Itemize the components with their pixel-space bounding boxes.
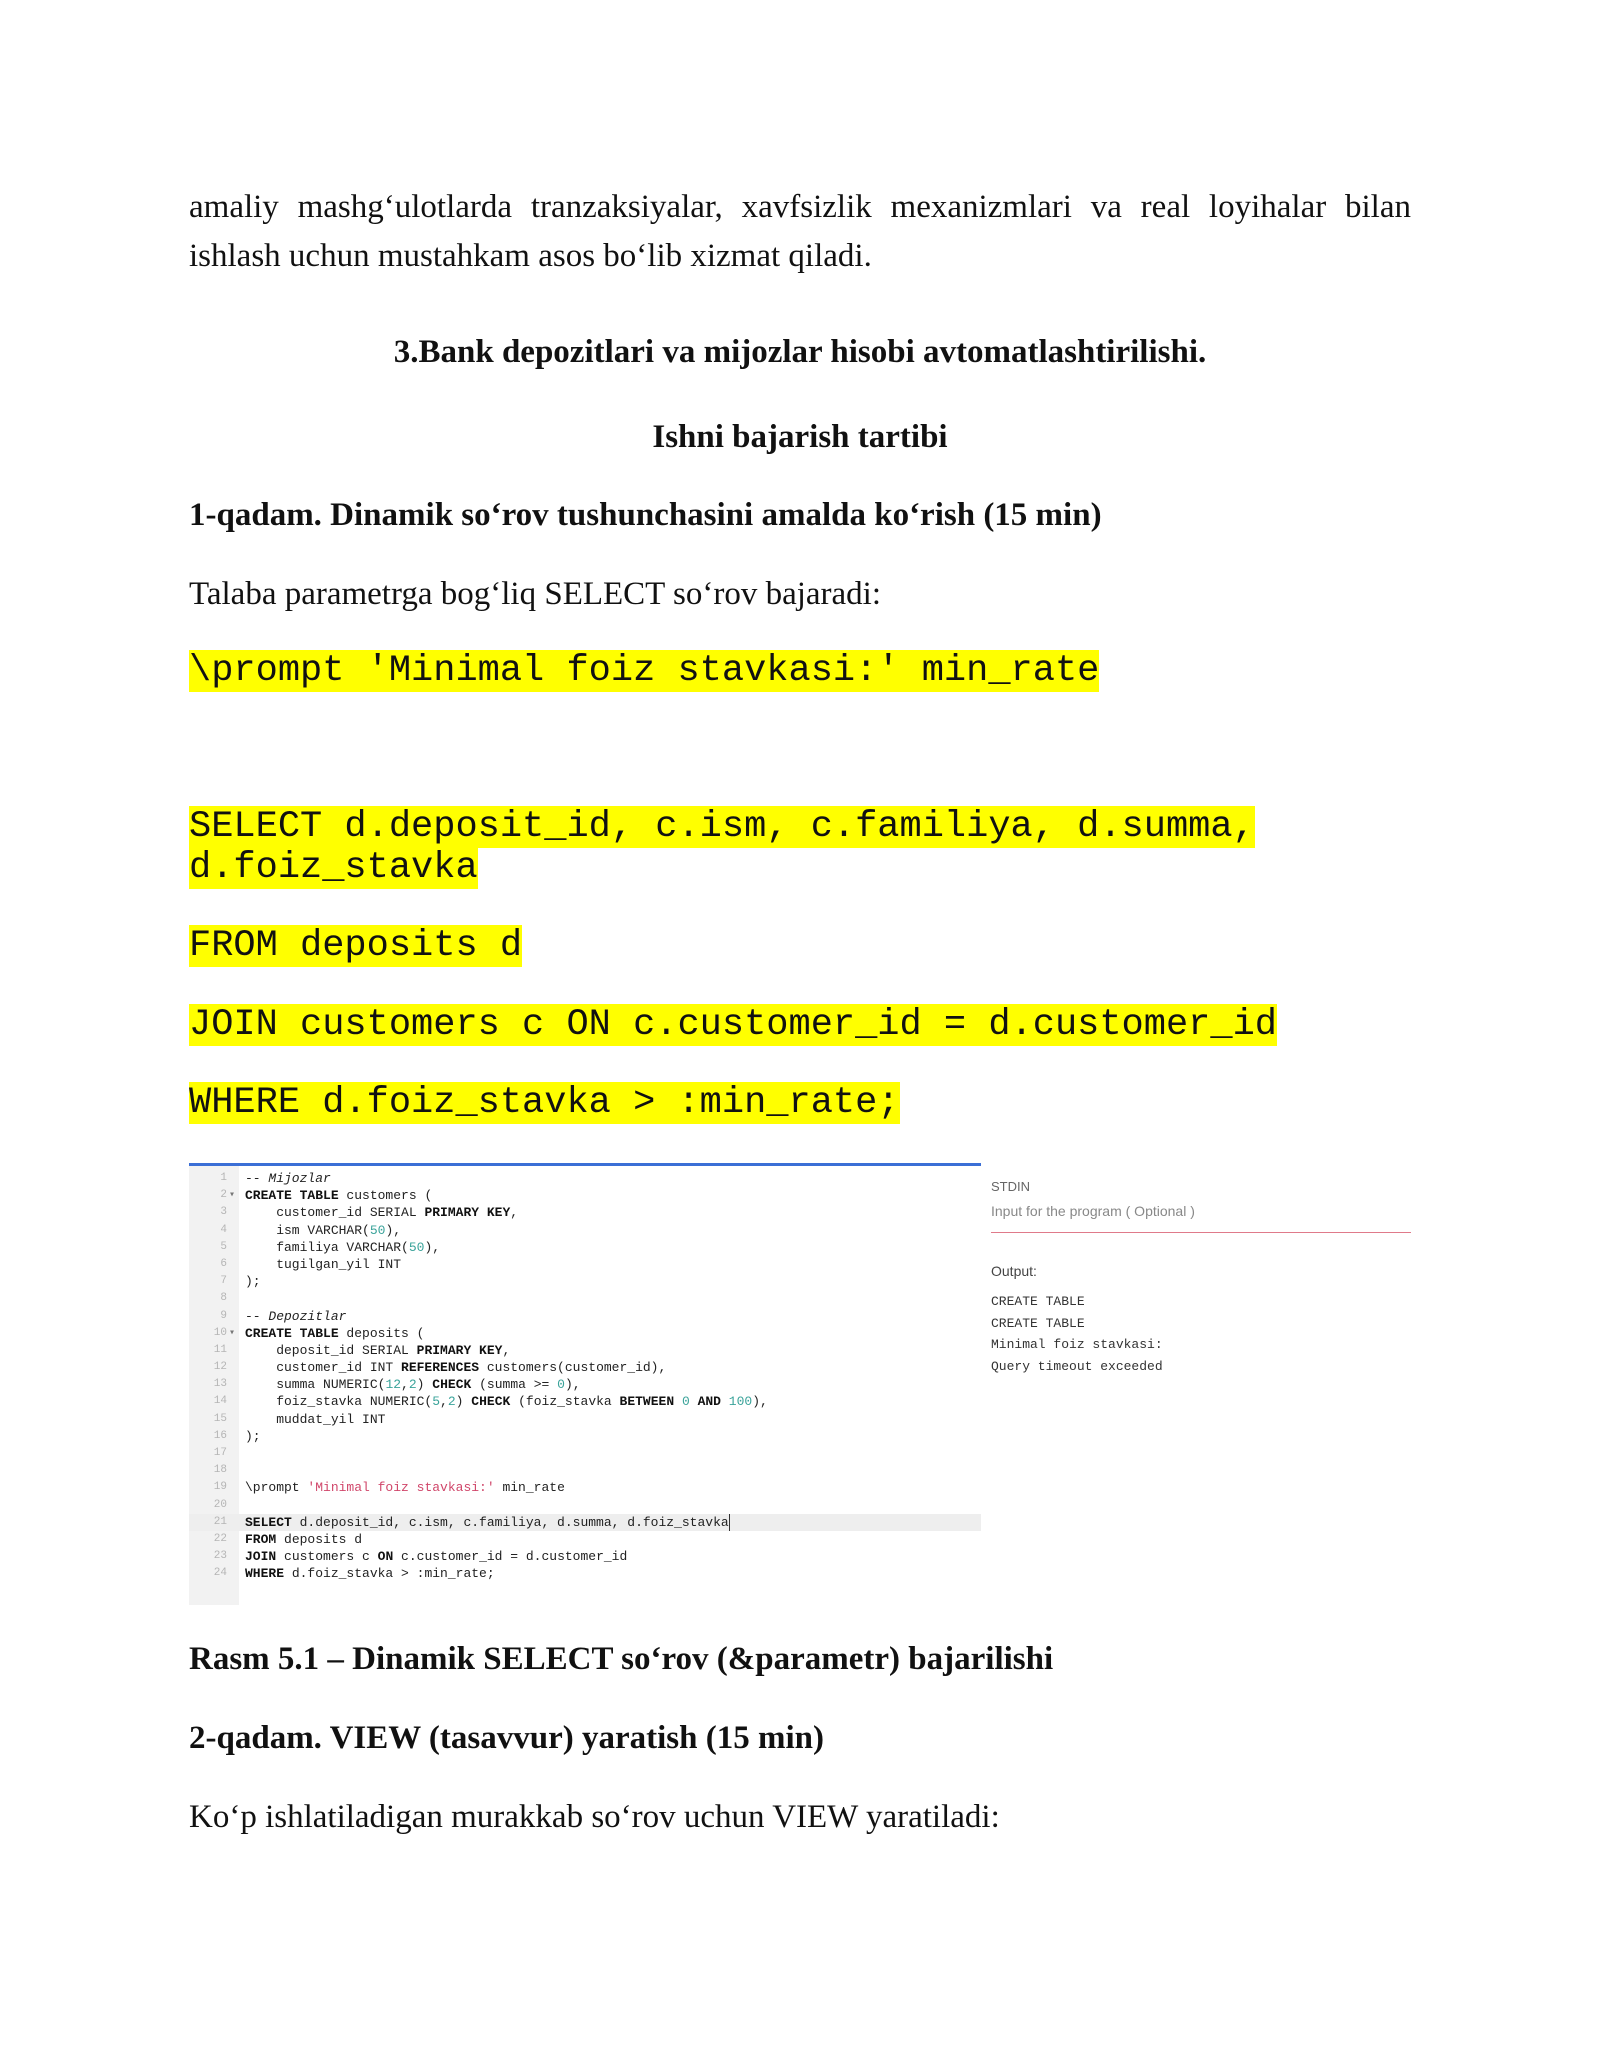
line-number: 12 [213, 1361, 227, 1374]
step1-text: Talaba parametrga bog‘liq SELECT so‘rov bajaradi: [189, 576, 882, 612]
code-text: muddat_yil INT [245, 1411, 386, 1427]
line-number: 3 [220, 1206, 227, 1219]
code-text: deposit_id SERIAL [245, 1342, 417, 1358]
code-text: ); [245, 1428, 261, 1444]
code-text [674, 1394, 682, 1409]
code-text: (summa >= [471, 1377, 558, 1393]
editor-line [189, 1548, 981, 1565]
line-number: 17 [213, 1447, 227, 1459]
code-join-text: JOIN customers c ON c.customer_id = d.customer_id [189, 1004, 1277, 1046]
editor-screenshot [189, 1163, 1411, 1605]
code-text: d.deposit_id, c.ism, c.familiya, d.summa, d.foiz_stavka [291, 1514, 729, 1530]
editor-line [189, 1204, 981, 1221]
line-number: 18 [213, 1464, 227, 1477]
code-number: 2 [447, 1394, 456, 1410]
code-text: customers ( [338, 1188, 433, 1204]
code-number: 50 [408, 1239, 425, 1255]
code-number: 100 [728, 1394, 753, 1410]
code-text: , [440, 1394, 448, 1410]
code-from-text: FROM deposits d [189, 925, 523, 967]
code-text: summa NUMERIC( [245, 1377, 386, 1393]
code-text: , [401, 1377, 409, 1393]
editor-line [189, 1290, 981, 1307]
code-text: customer_id INT [245, 1360, 402, 1376]
code-text: customer_id SERIAL [245, 1205, 425, 1221]
code-keyword: PRIMARY KEY [416, 1342, 503, 1358]
section-title: 3.Bank depozitlari va mijozlar hisobi avtomatlashtirilishi. [393, 334, 1207, 370]
code-line-select [189, 807, 1279, 889]
code-text: c.customer_id = d.customer_id [393, 1549, 628, 1565]
code-prompt-text: \prompt 'Minimal foiz stavkasi:' min_rate [189, 650, 1100, 692]
code-text: ) [416, 1377, 425, 1393]
editor-line [189, 1170, 981, 1187]
code-string: 'Minimal foiz stavkasi:' [307, 1480, 495, 1496]
code-comment: -- Depozitlar [245, 1308, 347, 1324]
fold-arrow-icon[interactable]: ▾ [229, 1327, 236, 1339]
line-number: 8 [220, 1292, 227, 1305]
step2-text: Ko‘p ishlatiladigan murakkab so‘rov uchun VIEW yaratiladi: [189, 1799, 1000, 1835]
code-text: d.foiz_stavka > :min_rate; [284, 1566, 495, 1582]
code-line-prompt [189, 651, 1099, 692]
editor-line [189, 1411, 981, 1428]
editor-line [189, 1393, 981, 1410]
editor-line [189, 1565, 981, 1582]
code-number: 2 [408, 1377, 417, 1393]
line-number: 23 [213, 1550, 227, 1563]
intro-paragraph: amaliy mashg‘ulotlarda tranzaksiyalar, xavfsizlik mexanizmlari va real loyihalar bilan ishlash uchun mustahkam asos bo‘lib xizmat qiladi. [189, 189, 1411, 274]
line-number: 6 [220, 1257, 227, 1270]
code-keyword: ON [377, 1549, 394, 1565]
editor-line [189, 1256, 981, 1273]
code-keyword: JOIN [245, 1549, 277, 1565]
code-text: ) [455, 1394, 464, 1410]
figure-caption: Rasm 5.1 – Dinamik SELECT so‘rov (&parametr) bajarilishi [189, 1641, 1054, 1677]
fold-arrow-icon[interactable]: ▾ [229, 1190, 236, 1202]
code-line-where [189, 1083, 900, 1124]
code-keyword: CHECK [471, 1394, 511, 1410]
procedure-title: Ishni bajarish tartibi [652, 419, 948, 455]
line-number: 21 [213, 1515, 227, 1528]
code-number: 12 [385, 1377, 402, 1393]
code-keyword: WHERE [245, 1566, 285, 1582]
code-text: ); [245, 1274, 261, 1290]
code-text: , [510, 1205, 519, 1221]
output-label: Output: [991, 1263, 1037, 1279]
code-text: ), [424, 1239, 441, 1255]
code-text: ), [752, 1394, 768, 1410]
line-number: 10 [213, 1326, 227, 1339]
code-number: 50 [369, 1222, 386, 1238]
code-text: deposits ( [338, 1325, 425, 1341]
code-text: ism VARCHAR( [245, 1222, 370, 1238]
code-text: deposits d [276, 1531, 363, 1547]
editor-line [189, 1497, 981, 1514]
line-number: 2 [220, 1189, 227, 1202]
code-text: ), [385, 1222, 402, 1238]
code-keyword: CREATE TABLE [245, 1325, 339, 1341]
line-number: 16 [213, 1429, 227, 1442]
editor-line [189, 1462, 981, 1479]
editor-line [189, 1531, 981, 1548]
editor-line [189, 1222, 981, 1239]
code-text: , [502, 1342, 511, 1358]
stdin-input[interactable]: Input for the program ( Optional ) [991, 1203, 1411, 1233]
stdin-label: STDIN [991, 1179, 1030, 1194]
code-text [690, 1394, 698, 1409]
code-number: 0 [557, 1377, 565, 1393]
code-keyword: CREATE TABLE [245, 1188, 339, 1204]
code-keyword: CHECK [432, 1377, 472, 1393]
code-text: tugilgan_yil INT [245, 1256, 402, 1272]
code-keyword: REFERENCES [401, 1360, 480, 1376]
editor-line-active [189, 1514, 981, 1531]
code-number: 0 [681, 1394, 690, 1410]
code-text: familiya VARCHAR( [245, 1239, 409, 1255]
line-number: 4 [220, 1223, 227, 1236]
code-keyword: FROM [245, 1531, 277, 1547]
code-text: foiz_stavka NUMERIC( [245, 1394, 433, 1410]
editor-line [189, 1273, 981, 1290]
code-text: customers c [276, 1549, 378, 1565]
output-line: Minimal foiz stavkasi: [991, 1337, 1163, 1352]
editor-line [189, 1342, 981, 1359]
line-number: 20 [213, 1498, 227, 1511]
step2-title: 2-qadam. VIEW (tasavvur) yaratish (15 min) [189, 1720, 824, 1756]
editor-line [189, 1308, 981, 1325]
output-line: Query timeout exceeded [991, 1358, 1163, 1374]
editor-line [189, 1239, 981, 1256]
editor-line [189, 1359, 981, 1376]
code-keyword: BETWEEN [619, 1394, 675, 1410]
line-number: 14 [213, 1395, 227, 1408]
code-text: customers(customer_id), [479, 1360, 667, 1376]
code-number: 5 [432, 1394, 441, 1410]
output-line: CREATE TABLE [991, 1315, 1085, 1331]
editor-line [189, 1445, 981, 1462]
line-number: 24 [213, 1567, 227, 1580]
code-text: \prompt [245, 1480, 308, 1496]
line-number: 22 [213, 1532, 227, 1545]
code-editor[interactable] [189, 1163, 981, 1605]
code-where-text: WHERE d.foiz_stavka > :min_rate; [189, 1082, 900, 1124]
line-number: 1 [220, 1172, 227, 1184]
line-number: 11 [213, 1343, 227, 1356]
editor-line [189, 1479, 981, 1496]
line-number: 19 [213, 1481, 227, 1494]
code-keyword: PRIMARY KEY [424, 1205, 511, 1221]
output-line: CREATE TABLE [991, 1294, 1085, 1309]
code-text [721, 1394, 729, 1409]
line-number: 13 [213, 1378, 227, 1391]
code-line-join [189, 1005, 1277, 1046]
code-select-text: SELECT d.deposit_id, c.ism, c.familiya, d.summa, d.foiz_stavka [189, 806, 1255, 889]
editor-line [189, 1187, 981, 1204]
code-text: (foiz_stavka [510, 1394, 620, 1410]
io-panel [981, 1163, 1411, 1605]
line-number: 15 [213, 1412, 227, 1425]
line-number: 7 [220, 1275, 227, 1288]
editor-line [189, 1325, 981, 1342]
editor-lines [189, 1170, 981, 1583]
code-comment: -- Mijozlar [245, 1171, 331, 1186]
code-keyword: SELECT [245, 1514, 292, 1530]
editor-line [189, 1428, 981, 1445]
step1-title: 1-qadam. Dinamik so‘rov tushunchasini amalda ko‘rish (15 min) [189, 497, 1102, 533]
code-keyword: AND [697, 1394, 721, 1410]
code-text: min_rate [494, 1480, 565, 1496]
code-line-from [189, 926, 522, 967]
line-number: 9 [220, 1309, 227, 1322]
code-text: ), [564, 1377, 581, 1393]
editor-line [189, 1376, 981, 1393]
line-number: 5 [220, 1240, 227, 1253]
output-console [991, 1291, 1163, 1377]
